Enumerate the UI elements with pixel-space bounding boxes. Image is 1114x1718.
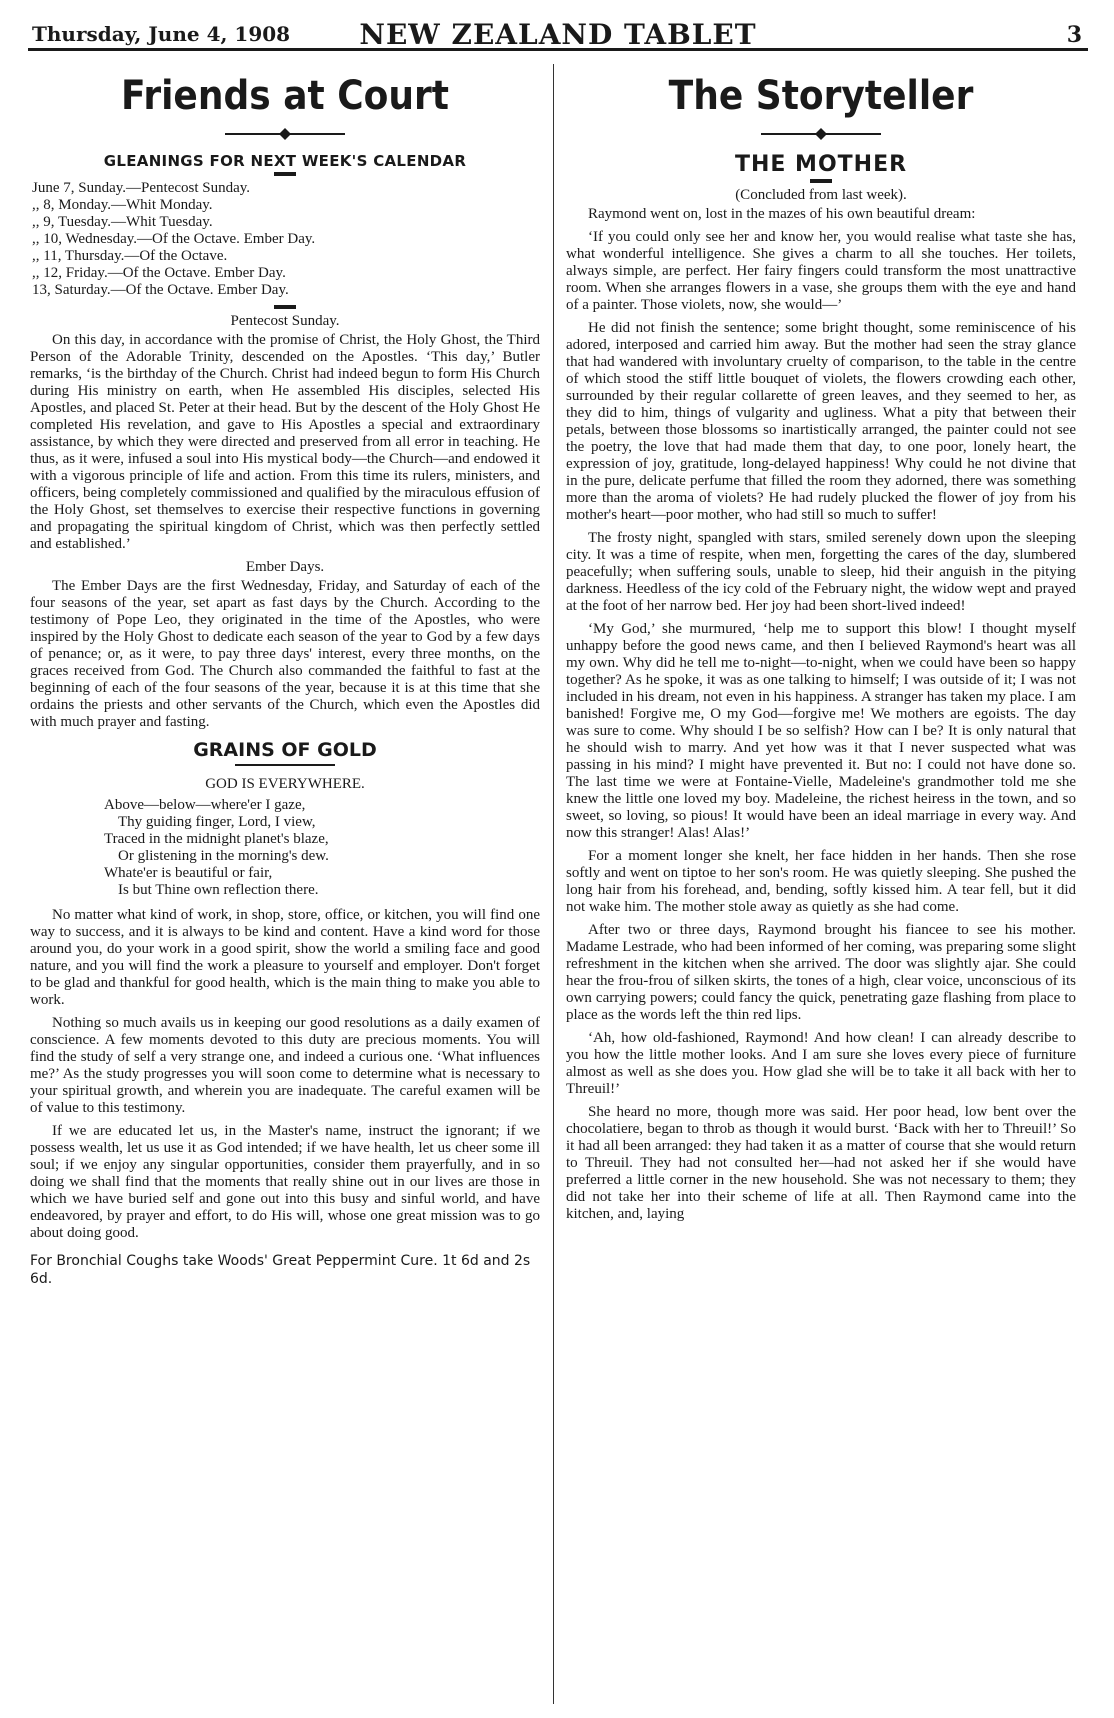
poem-line: Whate'er is beautiful or fair, xyxy=(104,865,273,881)
issue-date: Thursday, June 4, 1908 xyxy=(32,22,291,46)
page-number: 3 xyxy=(1066,22,1082,48)
story-paragraph: For a moment longer she knelt, her face hidden in her hands. Then she rose softly and went on tiptoe to her son's room. He was quietly sleeping. She pushed the long hair from his forehead, and, bending, softly kissed him. A tear fell, but it did not wake him. The mother stole away as quietly as she had come. xyxy=(566,848,1076,915)
calendar-entry: 13, Saturday.—Of the Octave. Ember Day. xyxy=(32,282,289,298)
calendar-entry: June 7, Sunday.—Pentecost Sunday. xyxy=(32,180,251,196)
pentecost-heading: Pentecost Sunday. xyxy=(230,313,340,329)
examen-paragraph: Nothing so much avails us in keeping our good resolutions as a daily examen of conscience. A few moments devoted to this duty are precious moments. You will find the study of self a very strange one, and indeed a curious one. ‘What influences me?’ As the study progresses you will soon come to determine what is necessary to your spiritual growth, and wherein you are inadequate. The careful examen will be of value to this testimony. xyxy=(30,1015,540,1116)
left-column xyxy=(30,60,540,1708)
work-paragraph: No matter what kind of work, in shop, store, office, or kitchen, you will find one way to success, and it is always to be kind and content. Have a kind word for those around you, do your work in a good spirit, show the world a smiling face and good nature, and you will find the work a pleasure to yourself and employer. Don't forget to be glad and thankful for good health, which is the main thing to make you able to work. xyxy=(30,907,540,1008)
heading-underline xyxy=(235,764,335,766)
calendar-entry: ,, 8, Monday.—Whit Monday. xyxy=(32,197,213,213)
concluded-note: (Concluded from last week). xyxy=(735,187,907,203)
calendar-subheading: GLEANINGS FOR NEXT WEEK'S CALENDAR xyxy=(103,152,467,170)
poem-line: Is but Thine own reflection there. xyxy=(118,882,319,898)
calendar-entry: ,, 11, Thursday.—Of the Octave. xyxy=(32,248,228,264)
ember-days-heading: Ember Days. xyxy=(245,559,325,575)
poem-line: Or glistening in the morning's dew. xyxy=(118,848,329,864)
column-divider xyxy=(553,64,554,1704)
ornament-divider-icon xyxy=(761,128,881,140)
poem-line: Traced in the midnight planet's blaze, xyxy=(104,831,329,847)
pentecost-paragraph: On this day, in accordance with the promise of Christ, the Holy Ghost, the Third Person of the Adorable Trinity, descended on the Apostles. ‘This day,’ Butler remarks, ‘is the birthday of the Church. Christ had indeed begun to form His Church during His ministry on earth, when He assembled His disciples, selected His Apostles, and placed St. Peter at their head. But by the descent of the Holy Ghost He completed His revelation, and gave to His Apostles a special and extraordinary assistance, by which they were directed and preserved from all error in teaching. He thus, as it were, infused a soul into His mystical body—the Church—and endowed it with a vigorous principle of life and action. From this time its rulers, ministers, and officers, being completely commissioned and qualified by the miraculous effusion of the Holy Ghost, set themselves to exercise their respective functions in governing and propagating the spiritual kingdom of Christ, which was then perfectly settled and established.’ xyxy=(30,332,540,552)
poem-line: Above—below—where'er I gaze, xyxy=(104,797,306,813)
story-paragraph: ‘If you could only see her and know her, you would realise what taste she has, what wonderful intelligence. She gives a charm to all she touches. Her toilets, always simple, are perfect. Her fairy fingers could transform the most unattractive room. When she arranges flowers in a vase, she groups them with the eye and hand of a painter. Those violets, now, she would—’ xyxy=(566,229,1076,313)
story-paragraph: She heard no more, though more was said. Her poor head, low bent over the chocolatiere, began to throb as though it would burst. ‘Back with her to Threuil!’ So it had all been arranged: they had taken it as a matter of course that she would return to Threuil. They had not consulted her—had not asked her if she would have preferred a little corner in the new household. She was not necessary to them; they did not take her into their scheme of life at all. Then Raymond came into the kitchen, and, laying xyxy=(566,1104,1076,1222)
storyteller-heading: The Storyteller xyxy=(668,73,974,119)
ember-days-paragraph: The Ember Days are the first Wednesday, Friday, and Saturday of each of the four seasons of the year, set apart as fast days by the Church. According to the testimony of Pope Leo, they originated in the time of the Apostles, who were inspired by the Holy Ghost to dedicate each season of the year to God by a few days of penance; or, as it were, to pay three days' interest, every three months, on the graces received from God. The Church also commanded the faithful to fast at the beginning of each of the four seasons of the year, because it is at this time that she ordains the priests and other servants of the Church, which even the Apostles did with much prayer and fasting. xyxy=(30,578,540,730)
friends-at-court-heading: Friends at Court xyxy=(121,73,449,119)
story-paragraph: He did not finish the sentence; some bright thought, some reminiscence of his adored, interposed and carried him away. But the mother had seen the stray glance that had wandered with involuntary cruelty of comparison, to the table in the centre of which stood the stiff little bouquet of violets, the flowers crowding each other, surrounded by their regular collarette of green leaves, and they seemed to her, as they did to him, things of vulgarity and ugliness. What a pity that between their petals, between those blossoms so inartistically arranged, the painter could not see the poetry, the love that had made them that day, to one poor, lonely heart, the expression of joy, gratitude, long-delayed happiness! Why could he not divine that in the pure, delicate perfume that filled the room they adorned, there was something more than the aroma of violets? He had rudely plucked the flower of joy from his mother's heart—poor mother, who had still so much to suffer! xyxy=(566,320,1076,523)
poem-title: GOD IS EVERYWHERE. xyxy=(205,776,365,792)
rule-bar xyxy=(274,172,296,176)
masthead xyxy=(28,18,1088,51)
calendar-entry: ,, 9, Tuesday.—Whit Tuesday. xyxy=(32,214,213,230)
educated-paragraph: If we are educated let us, in the Master's name, instruct the ignorant; if we possess wealth, let us use it as God intended; if we have health, let us cheer some ill soul; if we enjoy any singular opportunities, consider them prayerfully, and in so doing we shall find that the moments that really shine out in our lives are those in which we have buried self and gone out into this busy and sinful world, and have endeavored, by prayer and effort, to do His will, whose one great mission was to go about doing good. xyxy=(30,1123,540,1241)
poem-line: Thy guiding finger, Lord, I view, xyxy=(118,814,316,830)
calendar-entry: ,, 10, Wednesday.—Of the Octave. Ember Day. xyxy=(32,231,316,247)
story-title: THE MOTHER xyxy=(734,152,908,177)
calendar-entry: ,, 12, Friday.—Of the Octave. Ember Day. xyxy=(32,265,286,281)
calendar-list xyxy=(32,180,540,299)
story-paragraph: After two or three days, Raymond brought his fiancee to see his mother. Madame Lestrade, who had been informed of her coming, was preparing some slight refreshment in the kitchen when she arrived. The door was slightly ajar. She could hear the frou-frou of silken skirts, the tones of a high, clear voice, unconscious of its own carrying powers; could fancy the quick, penetrating gaze flashing from place to place as the words left the thin red lips. xyxy=(566,922,1076,1023)
rule-bar xyxy=(810,179,832,183)
poem xyxy=(104,797,540,899)
grains-of-gold-heading: GRAINS OF GOLD xyxy=(193,739,377,761)
story-paragraph: ‘My God,’ she murmured, ‘help me to support this blow! I thought myself unhappy before the good news came, and then I believed Raymond's heart was all my own. Why did he tell me to-night—to-night, when we could have been so happy together? As he spoke, it was as one talking to himself; I was outside of it; I was not included in his dream, not even in his happiness. A stranger has taken my place. I am banished! Forgive me, O my God—forgive me! We mothers are egoists. The day was sure to come. Why should I be so selfish? How can I be? It is only natural that he should wish to marry. And yet how was it that I never suspected what was passing in his mind? I might have prevented it. But no: I could not have done so. The last time we were at Fontaine-Vielle, Madeleine's grandmother told me she knew the little one loved my boy. Madeleine, the richest heiress in the town, and so sweet, so loving, so pious! It would have been an ideal marriage in every way. And now this stranger! Alas! Alas!’ xyxy=(566,621,1076,841)
rule-bar xyxy=(274,305,296,309)
ornament-divider-icon xyxy=(225,128,345,140)
advertisement: For Bronchial Coughs take Woods' Great Peppermint Cure. 1t 6d and 2s 6d. xyxy=(30,1253,531,1287)
story-paragraph: ‘Ah, how old-fashioned, Raymond! And how clean! I can already describe to you how the little mother looks. And I am sure she loves every piece of furniture almost as well as she does you. How glad she will be to take it all back with her to Threuil!’ xyxy=(566,1030,1076,1097)
story-paragraph: Raymond went on, lost in the mazes of his own beautiful dream: xyxy=(588,206,976,222)
story-paragraph: The frosty night, spangled with stars, smiled serenely down upon the sleeping city. It was a time of respite, when men, forgetting the cares of the day, slumbered peacefully; when suffering souls, unable to sleep, hid their anguish in the pitying darkness. Heedless of the icy cold of the February night, the widow wept and prayed at the foot of her narrow bed. Her joy had been short-lived indeed! xyxy=(566,530,1076,614)
newspaper-title: NEW ZEALAND TABLET xyxy=(359,18,757,51)
right-column xyxy=(566,60,1076,1708)
